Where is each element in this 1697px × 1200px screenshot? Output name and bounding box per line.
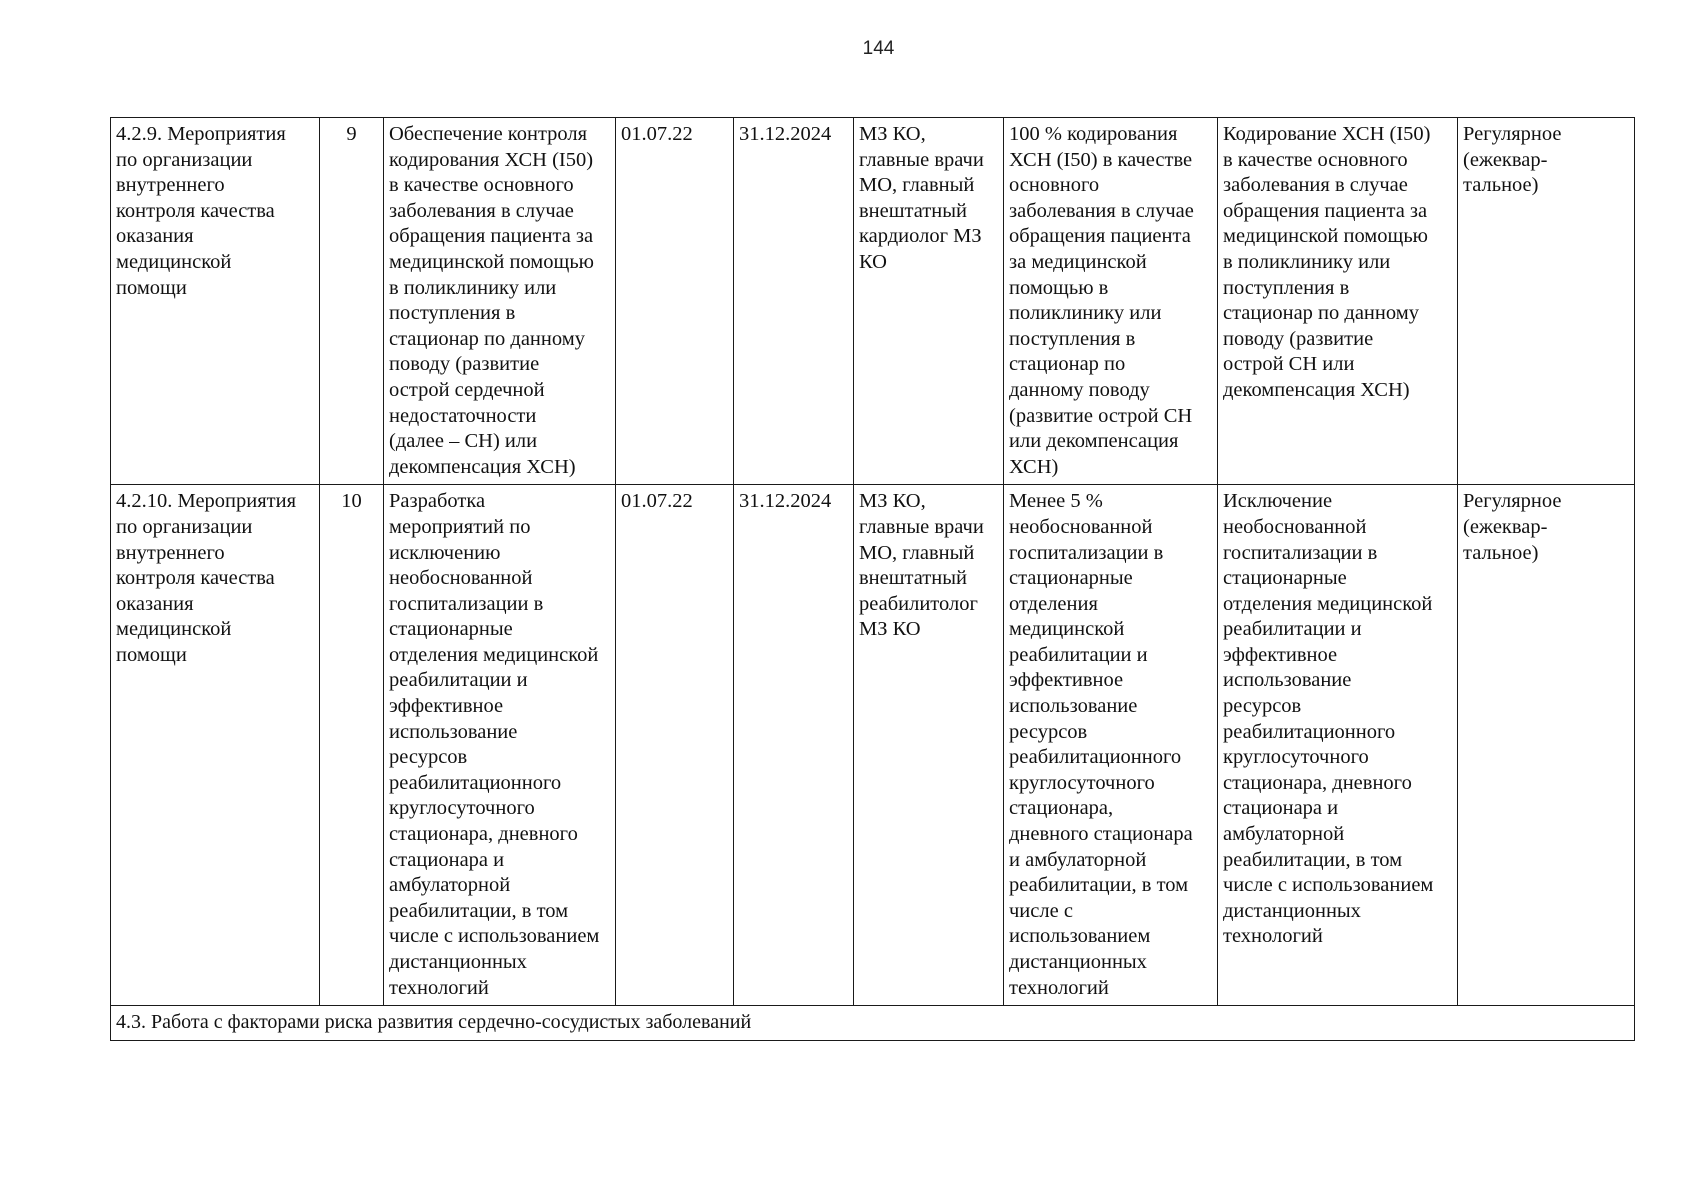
cell-text-line: и амбулаторной (1009, 848, 1147, 871)
description-cell (384, 118, 616, 485)
cell-text-line: обращения пациента за (389, 225, 594, 248)
cell-text-line: обращения пациента за (1223, 199, 1428, 222)
cell-text-line: (далее – СН) или (389, 430, 538, 453)
cell-text-line: (развитие острой СН (1009, 404, 1193, 427)
cell-text-line: стационара и (1223, 797, 1339, 820)
cell-text-line: МО, главный (859, 174, 975, 197)
cell-text-line: МЗ КО (859, 618, 921, 641)
cell-text-line: Кодирование ХСН (I50) (1223, 123, 1431, 145)
cell-text-line: декомпенсация ХСН) (1223, 378, 1410, 401)
cell-text-line: МЗ КО, (859, 123, 926, 145)
frequency-cell (1458, 485, 1635, 1006)
cell-text-line: 4.2.9. Мероприятия (116, 123, 286, 145)
cell-text-line: МЗ КО, (859, 490, 926, 513)
cell-text-line: эффективное (1223, 643, 1338, 666)
cell-text-line: помощи (116, 643, 187, 666)
cell-text-line: заболевания в случае (1223, 174, 1408, 197)
cell-text-line: поводу (развитие (1223, 327, 1374, 350)
cell-text-line: реабилитолог (859, 592, 978, 615)
cell-text-line: необоснованной (1009, 515, 1153, 538)
cell-text-line: реабилитационного (1009, 746, 1182, 769)
row-number-cell (320, 485, 384, 1006)
cell-text-line: использованием (1009, 925, 1151, 948)
table-row (111, 485, 1635, 1006)
cell-text-line: внутреннего (116, 541, 225, 564)
responsible-cell (854, 118, 1004, 485)
cell-text-line: в качестве основного (1223, 148, 1408, 171)
activities-table (110, 117, 1635, 1041)
cell-text-line: 100 % кодирования (1009, 123, 1178, 145)
cell-text-line: за медицинской (1009, 250, 1147, 273)
start-date-cell (616, 118, 734, 485)
cell-text-line: необоснованной (1223, 515, 1367, 538)
cell-text-line: технологий (1223, 925, 1323, 948)
cell-text-line: поводу (развитие (389, 353, 540, 376)
cell-text: 31.12.2024 (739, 490, 832, 513)
cell-text-line: основного (1009, 174, 1100, 197)
cell-text-line: поступления в (1009, 327, 1136, 350)
cell-text-line: стационарные (1223, 567, 1347, 590)
cell-text-line: реабилитации, в том (1009, 874, 1189, 897)
cell-text-line: числе с использованием (1223, 874, 1434, 897)
cell-text-line: тальное) (1463, 541, 1539, 564)
cell-text-line: острой сердечной (389, 378, 545, 401)
cell-text-line: данному поводу (1009, 378, 1150, 401)
cell-text-line: реабилитации и (1223, 618, 1362, 641)
cell-text-line: дневного стационара (1009, 823, 1193, 846)
cell-text-line: Менее 5 % (1009, 490, 1103, 513)
cell-text-line: по организации (116, 148, 253, 171)
cell-text-line: госпитализации в (1009, 541, 1164, 564)
cell-text-line: медицинской (116, 618, 232, 641)
cell-text-line: круглосуточного (389, 797, 535, 820)
cell-text-line: круглосуточного (1223, 746, 1369, 769)
cell-text-line: оказания (116, 225, 194, 248)
cell-text-line: необоснованной (389, 567, 533, 590)
cell-text-line: реабилитационного (1223, 720, 1396, 743)
cell-text-line: использование (1009, 695, 1138, 718)
cell-text-line: использование (389, 720, 518, 743)
table-body (111, 118, 1635, 1041)
cell-text-line: отделения медицинской (1223, 592, 1433, 615)
cell-text-line: медицинской (1009, 618, 1125, 641)
cell-text-line: КО (859, 250, 887, 273)
cell-text-line: ресурсов (1009, 720, 1088, 743)
cell-text-line: реабилитации и (389, 669, 528, 692)
responsible-cell (854, 485, 1004, 1006)
cell-text-line: медицинской помощью (389, 250, 594, 273)
activity-cell (111, 485, 320, 1006)
cell-text: 01.07.22 (621, 123, 693, 145)
cell-text-line: помощью в (1009, 276, 1109, 299)
cell-text-line: реабилитации и (1009, 643, 1148, 666)
row-number-cell (320, 118, 384, 485)
cell-text-line: амбулаторной (389, 874, 511, 897)
cell-text-line: тальное) (1463, 174, 1539, 197)
cell-text-line: в поликлинику или (1223, 250, 1391, 273)
cell-text-line: Исключение (1223, 490, 1333, 513)
cell-text: 9 (346, 123, 357, 145)
cell-text-line: эффективное (1009, 669, 1124, 692)
cell-text-line: в поликлинику или (389, 276, 557, 299)
cell-text-line: числе с (1009, 899, 1073, 922)
cell-text-line: стационара и (389, 848, 505, 871)
indicator-cell (1004, 485, 1218, 1006)
end-date-cell (734, 118, 854, 485)
cell-text-line: Разработка (389, 490, 486, 513)
section-row (111, 1006, 1635, 1041)
cell-text-line: внештатный (859, 199, 967, 222)
cell-text-line: поступления в (1223, 276, 1350, 299)
cell-text-line: госпитализации в (389, 592, 544, 615)
cell-text-line: реабилитации, в том (389, 899, 569, 922)
cell-text-line: 4.2.10. Мероприятия (116, 490, 297, 513)
indicator-cell (1004, 118, 1218, 485)
cell-text-line: эффективное (389, 695, 504, 718)
cell-text-line: обращения пациента (1009, 225, 1191, 248)
cell-text-line: контроля качества (116, 567, 275, 590)
end-date-cell (734, 485, 854, 1006)
cell-text-line: технологий (389, 976, 489, 999)
cell-text-line: или декомпенсация (1009, 430, 1179, 453)
cell-text-line: контроля качества (116, 199, 275, 222)
description-cell (384, 485, 616, 1006)
cell-text-line: числе с использованием (389, 925, 600, 948)
cell-text-line: ресурсов (1223, 695, 1302, 718)
table-row (111, 118, 1635, 485)
section-title: 4.3. Работа с факторами риска развития сердечно-сосудистых заболеваний (111, 1006, 1635, 1041)
cell-text-line: заболевания в случае (389, 199, 574, 222)
cell-text-line: Обеспечение контроля (389, 123, 588, 145)
cell-text-line: отделения (1009, 592, 1098, 615)
cell-text-line: дистанционных (389, 951, 527, 973)
cell-text-line: стационара, дневного (389, 823, 578, 846)
cell-text-line: Регулярное (1463, 490, 1562, 513)
cell-text-line: стационарные (1009, 567, 1133, 590)
cell-text-line: ХСН) (1009, 455, 1059, 478)
cell-text-line: госпитализации в (1223, 541, 1378, 564)
cell-text-line: круглосуточного (1009, 771, 1155, 794)
cell-text-line: главные врачи (859, 148, 984, 171)
cell-text-line: главные врачи (859, 515, 984, 538)
cell-text-line: кардиолог МЗ (859, 225, 982, 248)
cell-text-line: реабилитации, в том (1223, 848, 1403, 871)
cell-text-line: реабилитационного (389, 771, 562, 794)
cell-text-line: (ежеквар- (1463, 515, 1548, 538)
cell-text-line: поступления в (389, 302, 516, 325)
cell-text-line: стационар по данному (1223, 302, 1419, 325)
cell-text-line: внутреннего (116, 174, 225, 197)
cell-text-line: стационар по данному (389, 327, 585, 350)
cell-text-line: внештатный (859, 567, 967, 590)
cell-text-line: мероприятий по (389, 515, 531, 538)
activity-cell (111, 118, 320, 485)
result-cell (1218, 485, 1458, 1006)
cell-text-line: использование (1223, 669, 1352, 692)
cell-text-line: Регулярное (1463, 123, 1562, 145)
cell-text-line: кодирования ХСН (I50) (389, 148, 594, 171)
cell-text-line: декомпенсация ХСН) (389, 455, 576, 478)
cell-text-line: в качестве основного (389, 174, 574, 197)
result-cell (1218, 118, 1458, 485)
cell-text-line: дистанционных (1009, 951, 1147, 973)
cell-text-line: по организации (116, 515, 253, 538)
cell-text-line: отделения медицинской (389, 643, 599, 666)
start-date-cell (616, 485, 734, 1006)
cell-text-line: амбулаторной (1223, 823, 1345, 846)
page-number: 144 (862, 38, 895, 59)
cell-text-line: ХСН (I50) в качестве (1009, 148, 1193, 171)
cell-text-line: оказания (116, 592, 194, 615)
cell-text: 31.12.2024 (739, 123, 832, 145)
cell-text: 10 (341, 490, 362, 513)
cell-text-line: острой СН или (1223, 353, 1355, 376)
cell-text-line: (ежеквар- (1463, 148, 1548, 171)
cell-text-line: поликлинику или (1009, 302, 1162, 325)
cell-text: 01.07.22 (621, 490, 693, 513)
cell-text-line: МО, главный (859, 541, 975, 564)
cell-text-line: помощи (116, 276, 187, 299)
cell-text-line: стационарные (389, 618, 513, 641)
cell-text-line: технологий (1009, 976, 1109, 999)
frequency-cell (1458, 118, 1635, 485)
cell-text-line: исключению (389, 541, 501, 564)
cell-text-line: стационар по (1009, 353, 1126, 376)
cell-text-line: дистанционных (1223, 899, 1361, 922)
cell-text-line: медицинской помощью (1223, 225, 1428, 248)
cell-text-line: стационара, (1009, 797, 1114, 820)
cell-text-line: заболевания в случае (1009, 199, 1194, 222)
cell-text-line: ресурсов (389, 746, 468, 769)
cell-text-line: недостаточности (389, 404, 537, 427)
cell-text-line: медицинской (116, 250, 232, 273)
cell-text-line: стационара, дневного (1223, 771, 1412, 794)
